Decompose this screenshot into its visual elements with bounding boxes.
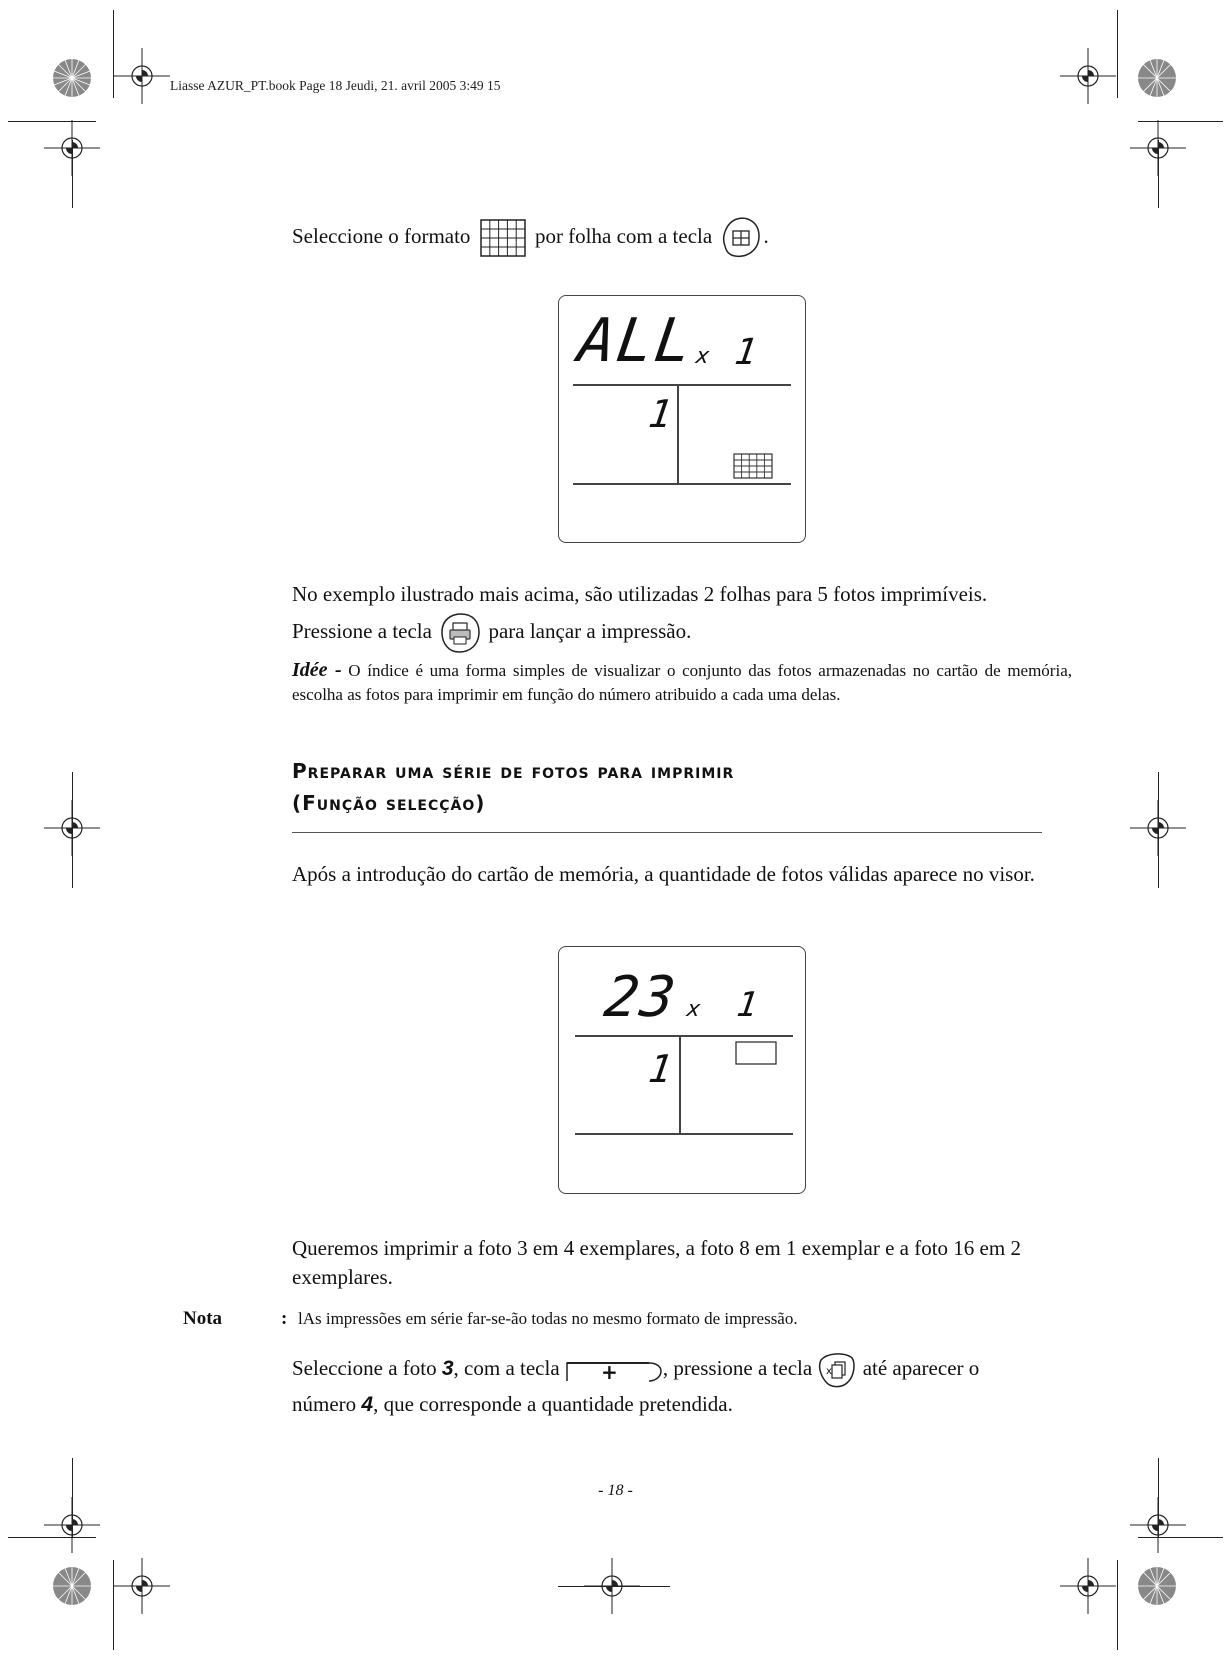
quantity-number: 4 xyxy=(361,1393,374,1416)
select-photo-paragraph xyxy=(292,1350,1072,1419)
copies-key-icon xyxy=(817,1350,857,1390)
sunburst-icon xyxy=(52,1566,92,1606)
press-text-before: Pressione a tecla xyxy=(292,619,432,643)
step-text-2: , com a tecla xyxy=(453,1355,560,1380)
idea-label: Idée - xyxy=(292,659,342,681)
print-plan-paragraph: Queremos imprimir a foto 3 em 4 exemplares, a foto 8 em 1 exemplar e a foto 16 em 2 exemplares. xyxy=(292,1236,1021,1289)
crop-mark xyxy=(1117,10,1118,98)
section-rule xyxy=(292,832,1042,833)
memory-card-paragraph: Após a introdução do cartão de memória, a quantidade de fotos válidas aparece no visor. xyxy=(292,862,1035,886)
lcd-display-count xyxy=(558,946,806,1194)
press-text-after: para lançar a impressão. xyxy=(488,619,692,643)
lcd-top-text: ALL xyxy=(574,306,699,376)
intro-text-before: Seleccione o formato xyxy=(292,224,471,248)
intro-text-middle: por folha com a tecla xyxy=(534,224,713,248)
plus-key-icon xyxy=(565,1357,663,1383)
lcd-single-format-icon xyxy=(735,1041,777,1065)
crop-mark xyxy=(72,772,73,888)
section-heading xyxy=(292,755,1072,819)
sunburst-icon xyxy=(1137,58,1177,98)
example-paragraph: No exemplo ilustrado mais acima, são utilizadas 2 folhas para 5 fotos imprimíveis. xyxy=(292,582,988,606)
step-text-3: , pressione a tecla xyxy=(662,1355,813,1380)
step-text-1: Seleccione a foto xyxy=(292,1355,442,1380)
lcd-times-sign: x xyxy=(694,344,714,369)
lcd-display-all xyxy=(558,295,806,543)
idea-text: O índice é uma forma simples de visualizar o conjunto das fotos armazenadas no cartão de memória, escolha as fotos para imprimir em função do número atribuido a cada uma delas. xyxy=(292,661,1072,704)
grid-format-icon xyxy=(480,219,526,257)
registration-mark-icon xyxy=(1060,1558,1116,1614)
idea-note xyxy=(292,658,1072,707)
layout-key-icon xyxy=(717,216,763,260)
intro-line xyxy=(292,216,1072,260)
svg-text:x: x xyxy=(826,1366,833,1377)
registration-mark-icon xyxy=(114,1558,170,1614)
print-key-icon xyxy=(437,612,483,654)
lcd-top-text: 23 xyxy=(600,965,682,1030)
crop-mark xyxy=(72,140,73,208)
intro-text-after: . xyxy=(763,224,769,248)
step-text-4: até aparecer o xyxy=(862,1355,980,1380)
plus-key-label: + xyxy=(600,1360,618,1383)
press-print-line xyxy=(292,611,1072,654)
photo-number: 3 xyxy=(441,1356,454,1380)
note-text: lAs impressões em série far-se-ão todas no mesmo formato de impressão. xyxy=(298,1309,798,1328)
sunburst-icon xyxy=(1137,1566,1177,1606)
crop-mark xyxy=(558,1586,670,1587)
section-heading-line2: (Função selecção) xyxy=(292,791,486,815)
lcd-copies: 1 xyxy=(732,332,762,373)
lcd-photo-number: 1 xyxy=(645,1047,677,1091)
section-heading-line1: Preparar uma série de fotos para imprimir xyxy=(292,759,735,783)
lcd-grid-format-icon xyxy=(733,453,773,479)
crop-mark xyxy=(1158,140,1159,208)
note-label: Nota xyxy=(183,1308,223,1329)
registration-mark-icon xyxy=(1060,48,1116,104)
lcd-times-sign: x xyxy=(685,997,705,1022)
print-slug: Liasse AZUR_PT.book Page 18 Jeudi, 21. avril 2005 3:49 15 xyxy=(170,78,501,93)
sunburst-icon xyxy=(52,58,92,98)
crop-mark xyxy=(1158,772,1159,888)
lcd-copies: 1 xyxy=(734,985,763,1025)
crop-mark xyxy=(1117,1560,1118,1650)
lcd-photo-number: 1 xyxy=(645,392,677,436)
note-colon: : xyxy=(281,1308,288,1329)
step-text-5: número xyxy=(292,1392,362,1416)
page-number: - 18 - xyxy=(598,1482,633,1499)
step-text-6: , que corresponde a quantidade pretendida. xyxy=(373,1392,733,1416)
crop-mark xyxy=(8,1537,96,1538)
registration-mark-icon xyxy=(114,48,170,104)
crop-mark xyxy=(1138,1537,1223,1538)
